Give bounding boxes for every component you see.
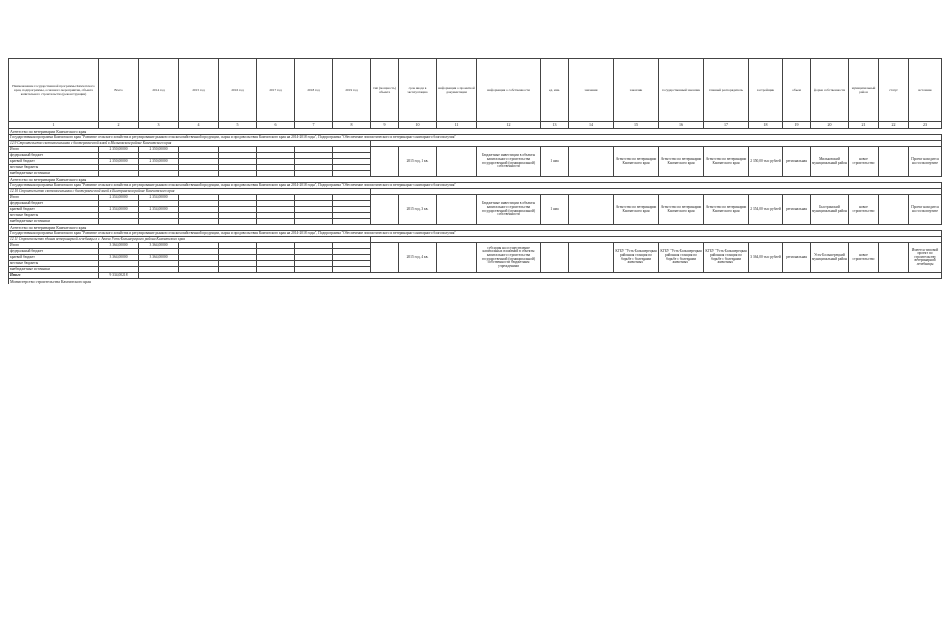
- object-developer: Агентство по ветеринарии Камчатского края: [704, 195, 749, 225]
- header-cell: ед. изм.: [541, 59, 569, 122]
- finance-source: Итого: [9, 147, 99, 153]
- object-source: [879, 243, 909, 273]
- header-cell: 2015 год: [179, 59, 219, 122]
- column-number: 14: [569, 122, 614, 129]
- column-number-row: [9, 122, 942, 129]
- finance-source: краевой бюджет: [9, 207, 99, 213]
- program-name: Государственная программа Камчатского края "Развитие сельского хозяйства и регулирование рынков сельскохозяйственной продукции, сырья и продовольствия Камчатского края на 2014-2018 годы", Подпрограмма "Обеспечение эпизоотического и ветеринарно-санитарного благополучия": [9, 231, 942, 237]
- column-number: 9: [371, 122, 399, 129]
- finance-source: внебюджетные источники: [9, 171, 99, 177]
- object-main-manager: Агентство по ветеринарии Камчатского края: [659, 195, 704, 225]
- object-developer: Агентство по ветеринарии Камчатского края: [704, 147, 749, 177]
- finance-source: местные бюджеты: [9, 213, 99, 219]
- finance-source: внебюджетные источники: [9, 267, 99, 273]
- object-unit: 1 яма: [541, 147, 569, 177]
- object-pir: Проект находится на госэкспертизе: [909, 147, 942, 177]
- finance-2014: 2 354,00000: [139, 207, 179, 213]
- object-description: Бюджетные инвестиции в объекты капитального строительства государственной (муниципальной) собственности: [477, 147, 541, 177]
- header-cell: муниципальный район: [849, 59, 879, 122]
- column-number: 4: [179, 122, 219, 129]
- column-number: 5: [219, 122, 257, 129]
- column-number: 13: [541, 122, 569, 129]
- column-number: 18: [749, 122, 783, 129]
- header-cell: государственный заказчик: [659, 59, 704, 122]
- finance-total: 2 350,00000: [99, 159, 139, 165]
- finance-source: краевой бюджет: [9, 255, 99, 261]
- object-unit: [541, 243, 569, 273]
- department-name: Агентство по ветеринарии Камчатского края: [9, 177, 942, 183]
- finance-2014: 3 364,00000: [139, 255, 179, 261]
- header-cell: объем: [783, 59, 811, 122]
- object-year: 2015 год, 4 кв.: [399, 243, 437, 273]
- object-status: новое строительство: [849, 243, 879, 273]
- header-cell: застройщик: [749, 59, 783, 122]
- object-state-customer: КГБУ "Усть-Большерецкая районная станция по борьбе с болезнями животных": [614, 243, 659, 273]
- finance-total: 3 364,00000: [99, 243, 139, 249]
- department-name: Агентство по ветеринарии Камчатского края: [9, 129, 942, 135]
- finance-2014: 2 350,00000: [139, 147, 179, 153]
- finance-2014: 2 354,00000: [139, 195, 179, 201]
- column-number: 1: [9, 122, 99, 129]
- object-name: 12.10 Строительство скотомогильника с биотермической ямой в Быстринском районе Камчатского края: [9, 189, 371, 195]
- object-capacity: [371, 243, 399, 273]
- total-value: 9 334,00218: [99, 273, 139, 279]
- header-cell: источник: [909, 59, 942, 122]
- object-name: 12.11 Строительство здания ветеринарной лечебницы в с. Апача Усть-Большерецкого района Камчатского края: [9, 237, 371, 243]
- finance-source: внебюджетные источники: [9, 219, 99, 225]
- object-district: Мильковский муниципальный район: [811, 147, 849, 177]
- object-ownership: региональная: [783, 147, 811, 177]
- header-cell: 2019 год: [333, 59, 371, 122]
- header-cell: значения: [569, 59, 614, 122]
- header-cell: информация о собственности: [477, 59, 541, 122]
- object-source: [879, 147, 909, 177]
- object-docs: [437, 243, 477, 273]
- object-ownership: региональная: [783, 243, 811, 273]
- object-state-customer: Агентство по ветеринарии Камчатского края: [614, 195, 659, 225]
- total-label: Итого: [9, 273, 99, 279]
- object-capacity: [371, 195, 399, 225]
- object-sum: 2 350,00 тыс рублей: [749, 147, 783, 177]
- object-ownership: региональная: [783, 195, 811, 225]
- object-docs: [437, 147, 477, 177]
- object-name: 12.9 Строительство скотомогильника с биотермической ямой в Мильковском районе Камчатского края: [9, 141, 371, 147]
- object-sum: 3 364,00 тыс рублей: [749, 243, 783, 273]
- header-cell: 2016 год: [219, 59, 257, 122]
- finance-source: федеральный бюджет: [9, 201, 99, 207]
- header-cell: статус: [879, 59, 909, 122]
- column-number: 10: [399, 122, 437, 129]
- object-description: субсидия на осуществление капитальных вложений в объекты капитального строительства государственной (муниципальной) собственности бюджетным учреждениям: [477, 243, 541, 273]
- finance-source: федеральный бюджет: [9, 249, 99, 255]
- department-row: [9, 279, 942, 285]
- column-number: 2: [99, 122, 139, 129]
- column-number: 6: [257, 122, 295, 129]
- object-capacity: [371, 147, 399, 177]
- object-year: 2015 год, 3 кв.: [399, 195, 437, 225]
- column-number: 23: [909, 122, 942, 129]
- object-main-manager: Агентство по ветеринарии Камчатского края: [659, 147, 704, 177]
- column-number: 19: [783, 122, 811, 129]
- program-name: Государственная программа Камчатского края "Развитие сельского хозяйства и регулирование рынков сельскохозяйственной продукции, сырья и продовольствия Камчатского края на 2014-2018 годы", Подпрограмма "Обеспечение эпизоотического и ветеринарно-санитарного благополучия": [9, 135, 942, 141]
- header-cell: Всего: [99, 59, 139, 122]
- column-number: 22: [879, 122, 909, 129]
- object-docs: [437, 195, 477, 225]
- header-cell: 2017 год: [257, 59, 295, 122]
- header-cell: информация о проектной документации: [437, 59, 477, 122]
- header-cell: форма собственности: [811, 59, 849, 122]
- object-pir: Проект находится на госэкспертизе: [909, 195, 942, 225]
- finance-total: 2 350,00000: [99, 147, 139, 153]
- object-status: новое строительство: [849, 195, 879, 225]
- header-cell: заказчик: [614, 59, 659, 122]
- column-number: 20: [811, 122, 849, 129]
- object-pir: Имеется типовой проект по строительству ветеринарной лечебницы: [909, 243, 942, 273]
- finance-source: местные бюджеты: [9, 165, 99, 171]
- column-number: 7: [295, 122, 333, 129]
- header-cell: тип (мощность) объекта: [371, 59, 399, 122]
- finance-total: 3 364,00000: [99, 255, 139, 261]
- object-state-customer: Агентство по ветеринарии Камчатского края: [614, 147, 659, 177]
- column-number: 15: [614, 122, 659, 129]
- column-number: 17: [704, 122, 749, 129]
- object-customer: [569, 195, 614, 225]
- object-source: [879, 195, 909, 225]
- header-cell: главный распорядитель: [704, 59, 749, 122]
- finance-source: краевой бюджет: [9, 159, 99, 165]
- finance-total: 2 354,00000: [99, 207, 139, 213]
- finance-source: Итого: [9, 243, 99, 249]
- finance-source: Итого: [9, 195, 99, 201]
- finance-source: федеральный бюджет: [9, 153, 99, 159]
- finance-source: местные бюджеты: [9, 261, 99, 267]
- object-customer: [569, 147, 614, 177]
- object-developer: КГБУ "Усть-Большерецкая районная станция по борьбе с болезнями животных": [704, 243, 749, 273]
- department-name: Министерство строительства Камчатского края: [9, 279, 942, 285]
- column-number: 16: [659, 122, 704, 129]
- object-customer: [569, 243, 614, 273]
- header-cell: 2014 год: [139, 59, 179, 122]
- finance-total: 2 354,00000: [99, 195, 139, 201]
- column-number: 3: [139, 122, 179, 129]
- header-cell: Наименование государственной программы Камчатского края, подпрограммы, основного мероприятия, объекта капитального строительства (реконструкции): [9, 59, 99, 122]
- object-unit: 1 яма: [541, 195, 569, 225]
- department-name: Агентство по ветеринарии Камчатского края: [9, 225, 942, 231]
- investment-table: [8, 58, 939, 284]
- column-number: 12: [477, 122, 541, 129]
- header-cell: срок ввода в эксплуатацию: [399, 59, 437, 122]
- column-number: 21: [849, 122, 879, 129]
- object-status: новое строительство: [849, 147, 879, 177]
- finance-2014: 2 350,00000: [139, 159, 179, 165]
- finance-2014: 3 364,00000: [139, 243, 179, 249]
- object-year: 2015 год, 1 кв.: [399, 147, 437, 177]
- column-number: 11: [437, 122, 477, 129]
- object-district: Усть-Большерецкий муниципальный район: [811, 243, 849, 273]
- object-sum: 2 354,00 тыс рублей: [749, 195, 783, 225]
- table-header-row: [9, 59, 942, 122]
- column-number: 8: [333, 122, 371, 129]
- program-name: Государственная программа Камчатского края "Развитие сельского хозяйства и регулирование рынков сельскохозяйственной продукции, сырья и продовольствия Камчатского края на 2014-2018 годы", Подпрограмма "Обеспечение эпизоотического и ветеринарно-санитарного благополучия": [9, 183, 942, 189]
- object-main-manager: КГБУ "Усть-Большерецкая районная станция по борьбе с болезнями животных": [659, 243, 704, 273]
- object-description: Бюджетные инвестиции в объекты капитального строительства государственной (муниципальной) собственности: [477, 195, 541, 225]
- header-cell: 2018 год: [295, 59, 333, 122]
- object-district: Быстринский муниципальный район: [811, 195, 849, 225]
